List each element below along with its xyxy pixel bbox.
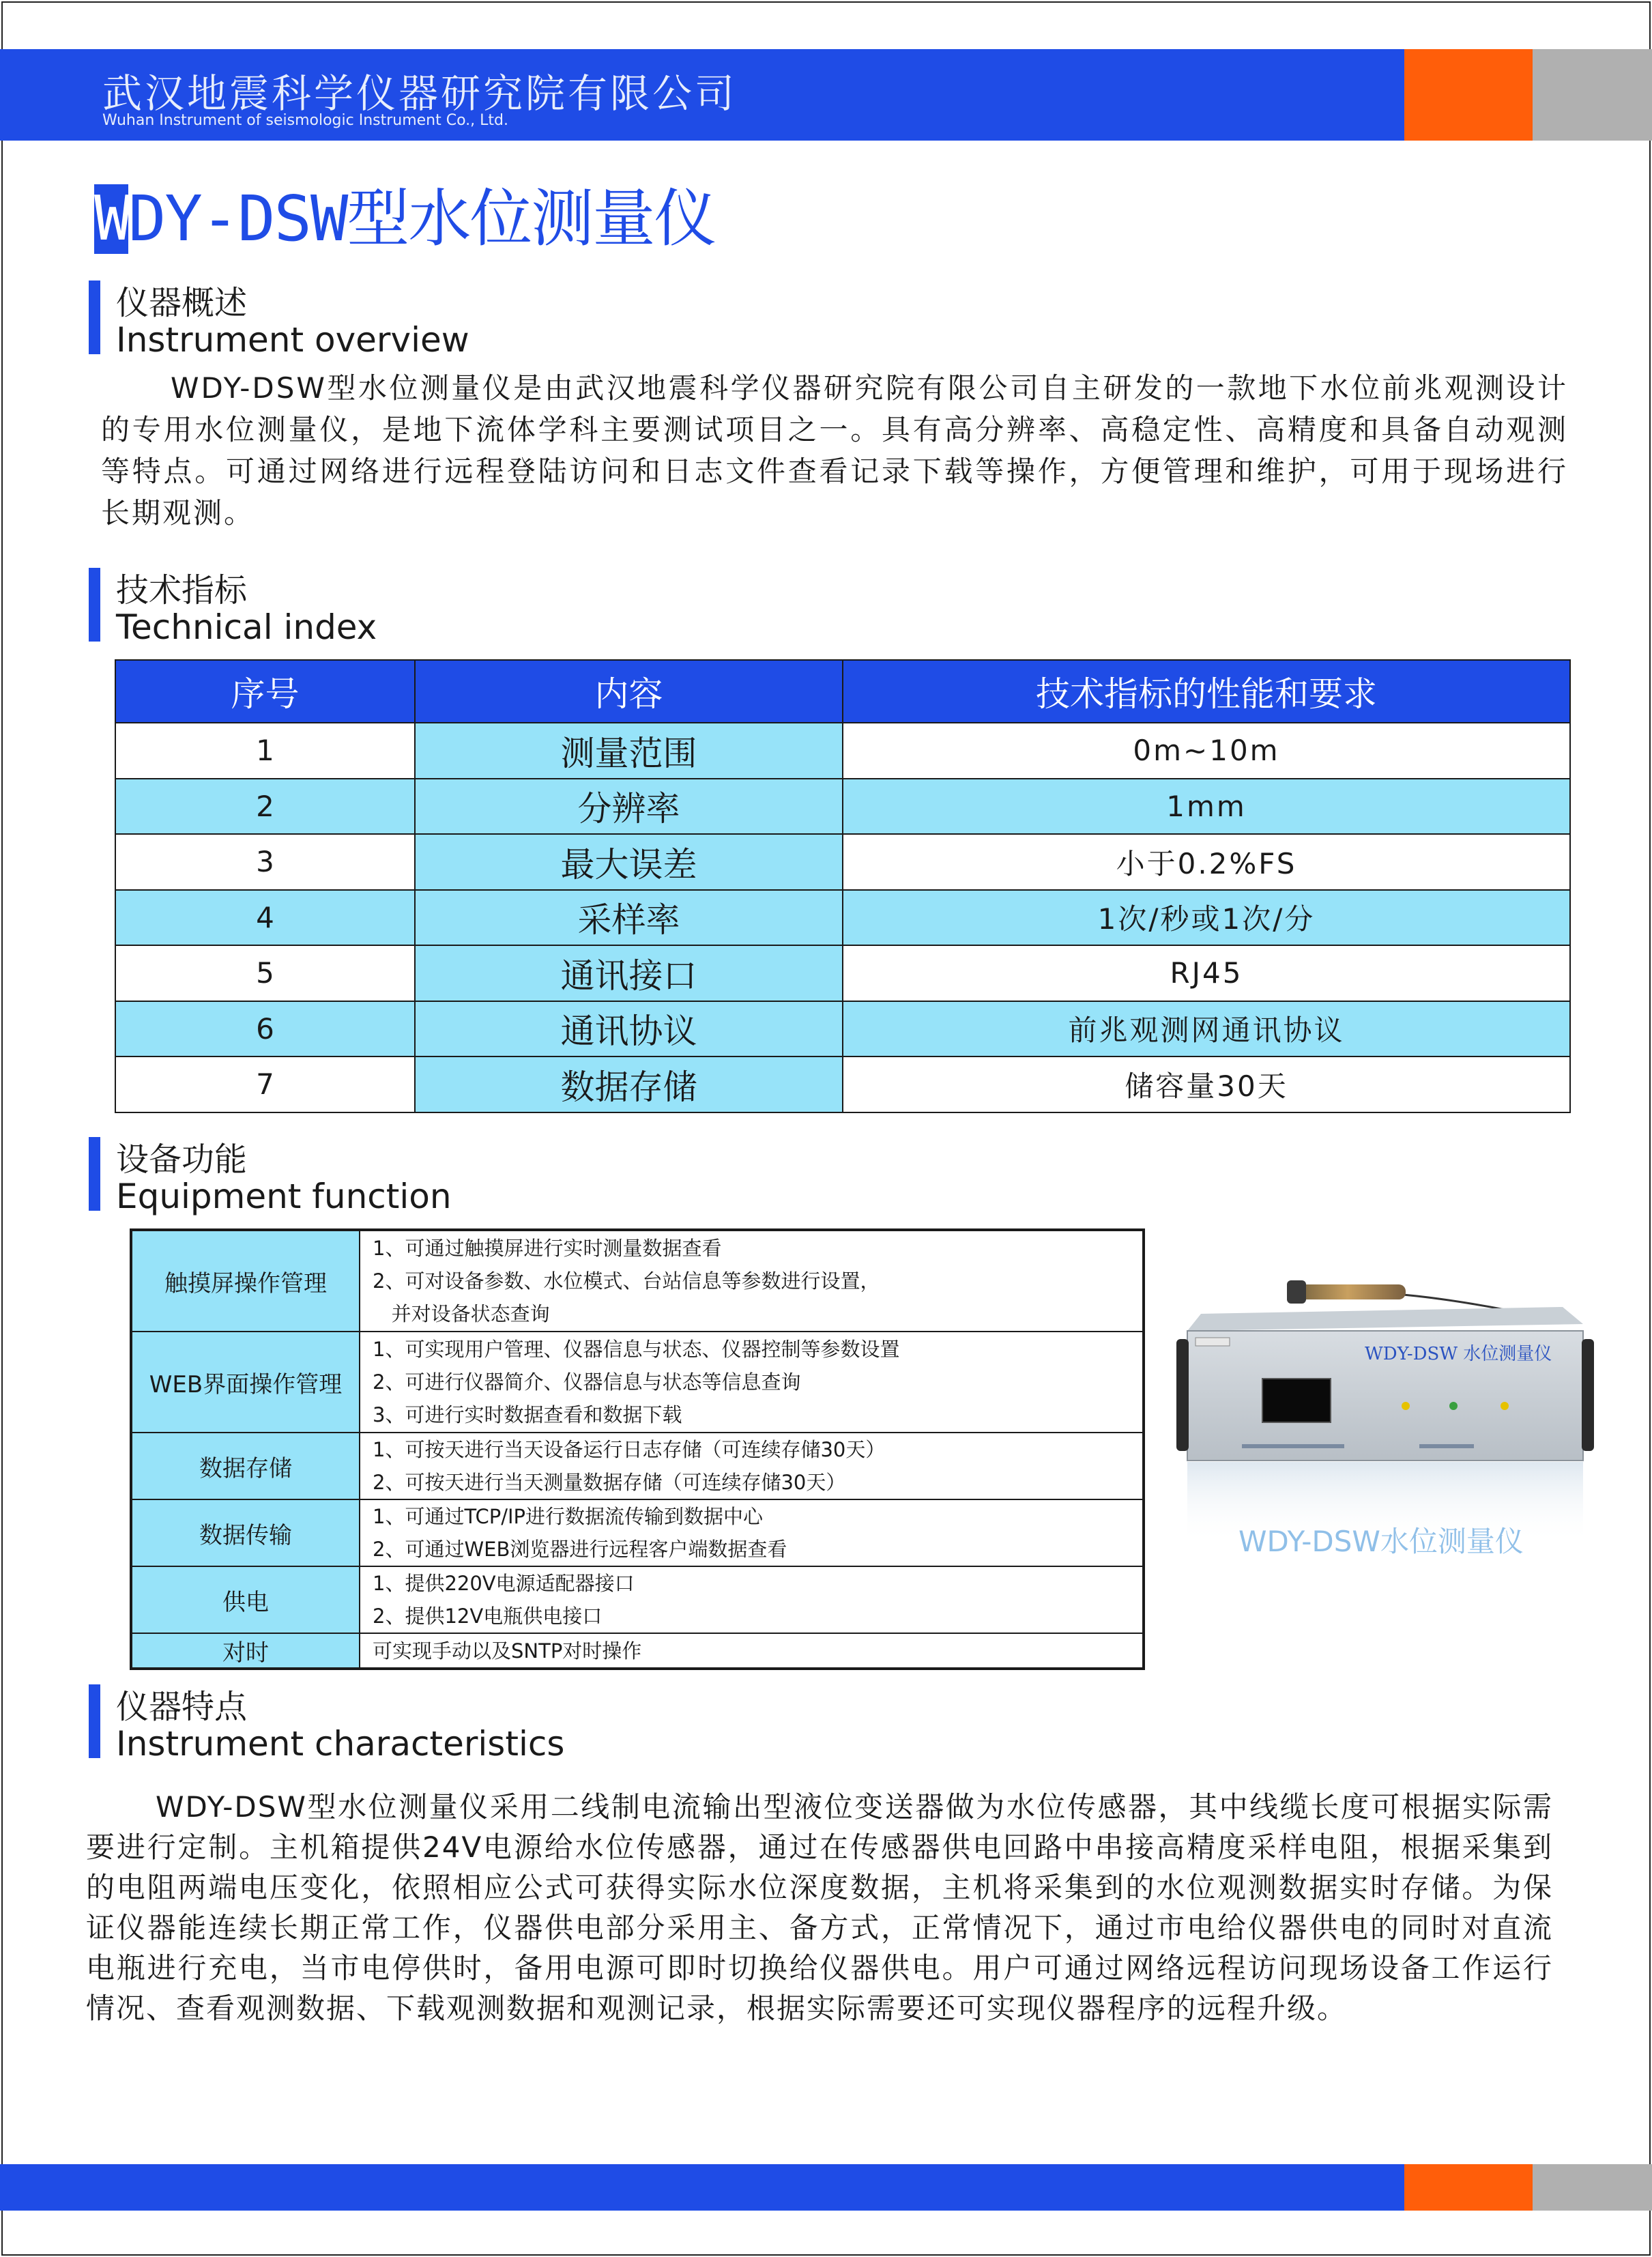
section-marker — [89, 568, 100, 642]
function-heading-cn: 设备功能 — [116, 1140, 248, 1179]
footer-bar — [0, 2164, 1652, 2211]
title-first-letter: W — [94, 183, 132, 255]
function-items — [360, 1433, 1144, 1499]
row-item: 采样率 — [415, 890, 843, 946]
function-category: 供电 — [131, 1566, 360, 1633]
table-row — [115, 1001, 1570, 1057]
function-item: 2、可通过WEB浏览器进行远程客户端数据查看 — [373, 1538, 787, 1561]
row-number: 7 — [115, 1056, 415, 1112]
row-spec: 储容量30天 — [843, 1056, 1570, 1112]
overview-heading-cn: 仪器概述 — [116, 284, 248, 322]
table-row — [115, 1056, 1570, 1112]
function-row — [131, 1566, 1144, 1633]
title-rest: DY-DSW型水位测量仪 — [128, 182, 716, 255]
row-item: 通讯协议 — [415, 1001, 843, 1057]
function-row — [131, 1433, 1144, 1499]
technical-heading-cn: 技术指标 — [116, 571, 248, 609]
header-gray-block — [1533, 49, 1652, 141]
function-item: 3、可进行实时数据查看和数据下载 — [373, 1403, 682, 1426]
row-item: 通讯接口 — [415, 945, 843, 1001]
row-number: 3 — [115, 834, 415, 890]
function-item: 2、可按天进行当天测量数据存储（可连续存储30天） — [373, 1471, 846, 1494]
row-number: 2 — [115, 779, 415, 835]
function-item: 1、提供220V电源适配器接口 — [373, 1572, 635, 1595]
table-row — [115, 945, 1570, 1001]
function-category: WEB界面操作管理 — [131, 1332, 360, 1433]
characteristics-heading-cn: 仪器特点 — [116, 1688, 248, 1726]
function-item: 并对设备状态查询 — [373, 1302, 550, 1325]
column-header: 序号 — [115, 660, 415, 723]
column-header: 技术指标的性能和要求 — [843, 660, 1570, 723]
row-spec: 1次/秒或1次/分 — [843, 890, 1570, 946]
footer-blue-block — [0, 2164, 1404, 2211]
row-item: 数据存储 — [415, 1056, 843, 1112]
characteristics-heading-en: Instrument characteristics — [116, 1724, 565, 1764]
table-row — [115, 834, 1570, 890]
section-marker — [89, 1137, 100, 1211]
row-number: 6 — [115, 1001, 415, 1057]
table-row — [115, 890, 1570, 946]
page-title — [94, 184, 715, 259]
row-spec: 前兆观测网通讯协议 — [843, 1001, 1570, 1057]
function-category: 触摸屏操作管理 — [131, 1230, 360, 1332]
function-category: 数据传输 — [131, 1499, 360, 1566]
section-marker — [89, 1684, 100, 1758]
function-item: 2、提供12V电瓶供电接口 — [373, 1605, 603, 1628]
footer-gray-block — [1533, 2164, 1652, 2211]
device-photo — [1160, 1242, 1604, 1556]
technical-table — [115, 659, 1571, 1113]
section-marker — [89, 281, 100, 354]
company-name-cn: 武汉地震科学仪器研究院有限公司 — [102, 70, 738, 117]
header-orange-block — [1404, 49, 1533, 141]
row-spec: RJ45 — [843, 945, 1570, 1001]
device-panel-label: WDY-DSW 水位测量仪 — [1365, 1344, 1552, 1364]
function-heading-en: Equipment function — [116, 1177, 452, 1216]
function-items — [360, 1332, 1144, 1433]
technical-table-header — [115, 660, 1570, 723]
row-item: 测量范围 — [415, 723, 843, 779]
function-items — [360, 1566, 1144, 1633]
overview-paragraph: WDY-DSW型水位测量仪是由武汉地震科学仪器研究院有限公司自主研发的一款地下水位前兆观测设计的专用水位测量仪，是地下流体学科主要测试项目之一。具有高分辨率、高稳定性、高精度和具备自动观测等特点。可通过网络进行远程登陆访问和日志文件查看记录下载等操作，方便管理和维护，可用于现场进行长期观测。 — [101, 371, 1568, 530]
function-row — [131, 1499, 1144, 1566]
characteristics-paragraph: WDY-DSW型水位测量仪采用二线制电流输出型液位变送器做为水位传感器，其中线缆长度可根据实际需要进行定制。主机箱提供24V电源给水位传感器，通过在传感器供电回路中串接高精度采样电阻，根据采集到的电阻两端电压变化，依照相应公式可获得实际水位深度数据，主机将采集到的水位观测数据实时存储。为保证仪器能连续长期正常工作，仪器供电部分采用主、备方式，正常情况下，通过市电给仪器供电的同时对直流电瓶进行充电，当市电停供时，备用电源可即时切换给仪器供电。用户可通过网络远程访问现场设备工作运行情况、查看观测数据、下载观测数据和观测记录，根据实际需要还可实现仪器程序的远程升级。 — [86, 1790, 1553, 2025]
device-caption: WDY-DSW水位测量仪 — [1238, 1525, 1524, 1558]
function-items — [360, 1499, 1144, 1566]
function-item: 1、可按天进行当天设备运行日志存储（可连续存储30天） — [373, 1438, 886, 1461]
column-header: 内容 — [415, 660, 843, 723]
row-spec: 0m~10m — [843, 723, 1570, 779]
function-row — [131, 1230, 1144, 1332]
function-table — [130, 1228, 1145, 1670]
header-bar — [0, 49, 1652, 141]
row-spec: 小于0.2%FS — [843, 834, 1570, 890]
row-number: 4 — [115, 890, 415, 946]
overview-heading-en: Instrument overview — [116, 320, 469, 360]
function-item: 1、可实现用户管理、仪器信息与状态、仪器控制等参数设置 — [373, 1338, 900, 1361]
table-row — [115, 779, 1570, 835]
footer-orange-block — [1404, 2164, 1533, 2211]
function-item: 2、可对设备参数、水位模式、台站信息等参数进行设置， — [373, 1269, 880, 1293]
row-number: 1 — [115, 723, 415, 779]
function-category: 对时 — [131, 1633, 360, 1669]
row-item: 分辨率 — [415, 779, 843, 835]
technical-heading-en: Technical index — [116, 607, 377, 647]
row-item: 最大误差 — [415, 834, 843, 890]
function-row — [131, 1332, 1144, 1433]
row-number: 5 — [115, 945, 415, 1001]
function-items — [360, 1230, 1144, 1332]
function-item: 2、可进行仪器简介、仪器信息与状态等信息查询 — [373, 1370, 801, 1394]
function-row — [131, 1633, 1144, 1669]
function-items — [360, 1633, 1144, 1669]
function-item: 1、可通过TCP/IP进行数据流传输到数据中心 — [373, 1505, 764, 1528]
row-spec: 1mm — [843, 779, 1570, 835]
function-item: 可实现手动以及SNTP对时操作 — [373, 1639, 642, 1663]
function-category: 数据存储 — [131, 1433, 360, 1499]
function-item: 1、可通过触摸屏进行实时测量数据查看 — [373, 1237, 722, 1260]
company-name-en: Wuhan Instrument of seismologic Instrument Co., Ltd. — [102, 112, 508, 129]
table-row — [115, 723, 1570, 779]
